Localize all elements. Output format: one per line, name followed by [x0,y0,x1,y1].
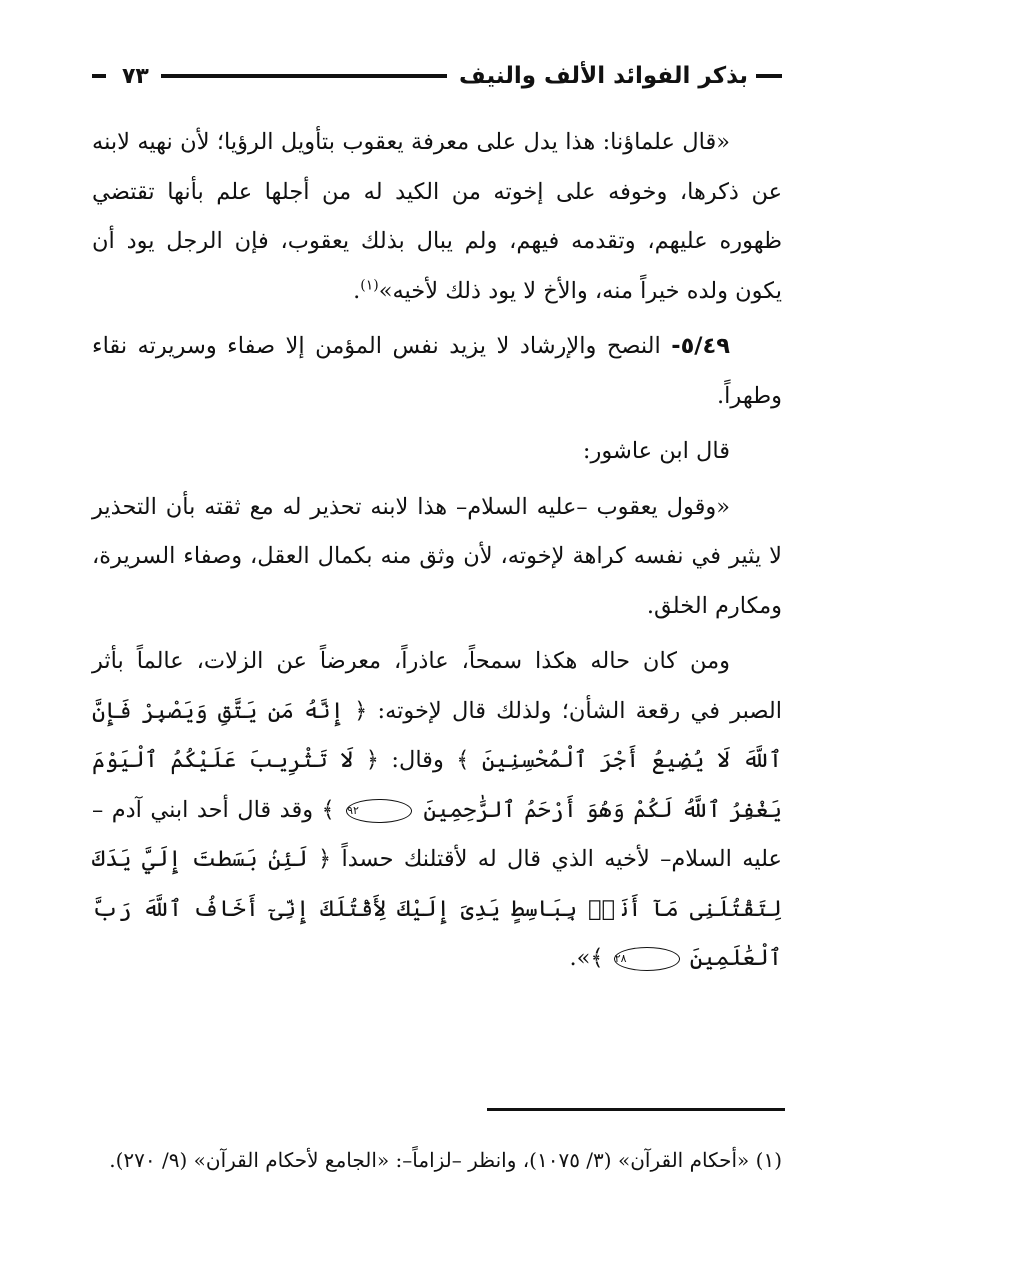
main-text [92,118,782,984]
paragraph-text: وقد قال أحد ابني آدم –عليه السلام– لأخيه الذي قال له لأقتلنك حسداً [92,796,782,872]
quran-verse: لَئِنۢ بَسَطتَ إِلَيَّ يَدَكَ لِتَقْتُلَنِى مَآ أَنَا۠ بِبَاسِطٍ يَدِىَ إِلَيْكَ لِأَقْتُلَكَ إِنِّىٓ أَخَافُ ٱللَّهَ رَبَّ ٱلْعَٰلَمِينَ [92,846,782,971]
ayah-number-marker: ٩٢ [346,799,412,823]
page-number: ٧٣ [122,63,149,89]
footnote-reference[interactable]: (١) [360,277,379,293]
footnote-separator [487,1108,785,1111]
ayah-number-marker: ٢٨ [614,947,680,971]
header-dash-right [756,74,782,78]
quran-close-bracket: ﴾ [456,747,470,773]
paragraph-quote-ibn-ashur [92,483,782,632]
paragraph-text: «وقول يعقوب –عليه السلام– هذا لابنه تحذير له مع ثقته بأن التحذير لا يثير في نفسه كراهة لإخوته، لأن وثق منه بكمال العقل، وصفاء السريرة، ومكارم الخلق. [92,493,782,619]
paragraph-text: وقال: [378,747,457,773]
header-title: بذكر الفوائد الألف والنيف [459,63,748,89]
paragraph-text: ومن كان حاله هكذا سمحاً، عاذراً، معرضاً عن الزلات، عالماً بأثر الصبر في رقعة الشأن؛ ولذلك قال لإخوته: [92,648,782,724]
quran-open-bracket: ﴿ [317,846,332,872]
quran-open-bracket: ﴿ [365,747,379,773]
paragraph-end: . [353,277,361,304]
quran-open-bracket: ﴿ [354,697,368,724]
quran-verse: إِنَّهُ مَن يَتَّقِ وَيَصْبِرْ فَإِنَّ ٱللَّهَ لَا يُضِيعُ أَجْرَ ٱلْمُحْسِنِينَ [92,697,782,773]
paragraph-tolerance [92,637,782,984]
benefit-number: ٥/٤٩- [671,333,730,359]
paragraph-ibn-ashur-intro [92,427,782,477]
quran-close-bracket: ﴾ [321,796,335,823]
quran-close-bracket: ﴾ [590,945,604,971]
footnote [92,1138,782,1182]
header-dash-left [92,74,106,78]
paragraph-end: ». [569,945,591,971]
paragraph-benefit-49 [92,322,782,421]
paragraph-quote-ulama [92,118,782,316]
running-header [92,58,782,94]
quran-verse: لَا تَثْرِيبَ عَلَيْكُمُ ٱلْيَوْمَ يَغْفِرُ ٱللَّهُ لَكُمْ وَهُوَ أَرْحَمُ ٱلرَّٰحِمِينَ [92,747,783,823]
paragraph-text: قال ابن عاشور: [582,438,730,464]
paragraph-text: النصح والإرشاد لا يزيد نفس المؤمن إلا صفاء وسريرته نقاء وطهراً. [92,333,782,409]
footnote-text: (١) «أحكام القرآن» (٣/ ١٠٧٥)، وانظر –لزاماً–: «الجامع لأحكام القرآن» (٩/ ٢٧٠). [109,1148,782,1172]
paragraph-text: «قال علماؤنا: هذا يدل على معرفة يعقوب بتأويل الرؤيا؛ لأن نهيه لابنه عن ذكرها، وخوفه على إخوته من الكيد له من أجلها علم بأنها تقتضي ظهوره عليهم، وتقدمه فيهم، ولم يبال بذلك يعقوب، فإن الرجل يود أن يكون ولده خيراً منه، والأخ لا يود ذلك لأخيه» [92,129,782,304]
header-rule [161,74,447,78]
